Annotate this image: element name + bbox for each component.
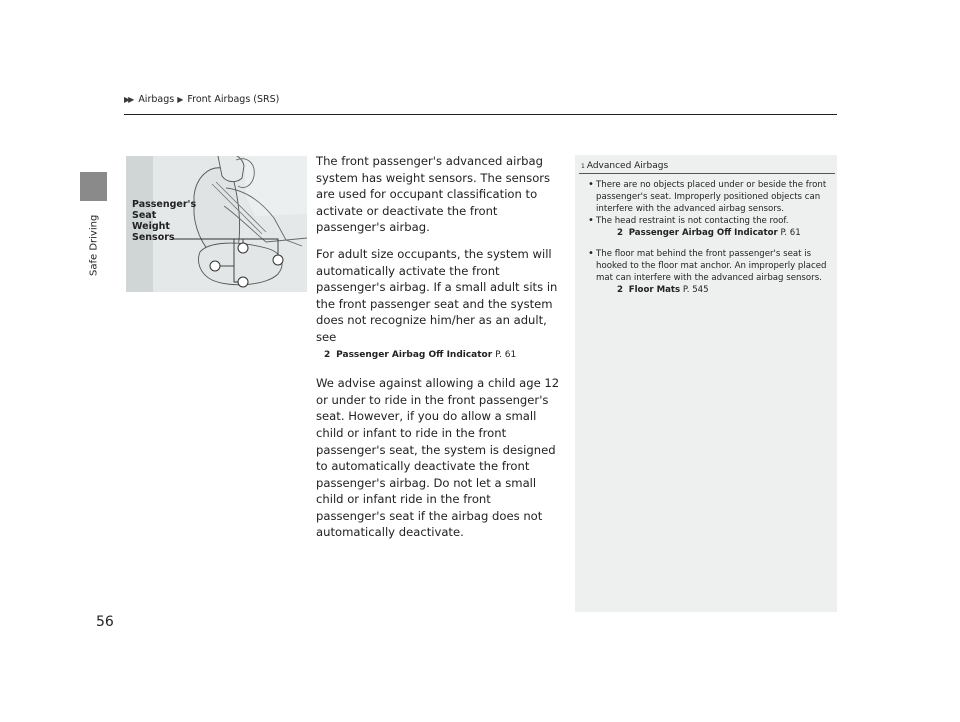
reference-title: Passenger Airbag Off Indicator (336, 349, 493, 360)
bullet-text: The floor mat behind the front passenger's seat is hooked to the floor mat anchor. An improperly placed mat can interfere with the advanced airbag sensors. (596, 249, 827, 283)
bullet-icon: • (588, 179, 594, 190)
breadcrumb-arrow-icon: ▶▶ (124, 95, 133, 104)
reference-title: Floor Mats (628, 285, 681, 295)
breadcrumb (124, 94, 279, 105)
paragraph-1: The front passenger's advanced airbag system has weight sensors. The sensors are used for occupant classification to activate or deactivate the front passenger's airbag. (316, 154, 551, 235)
reference-page: P. 61 (780, 228, 801, 238)
bullet-icon: • (588, 248, 594, 259)
note-number: 1 (581, 162, 585, 170)
reference-title: Passenger Airbag Off Indicator (628, 228, 778, 238)
reference-page: P. 61 (495, 349, 517, 360)
figure-label-line: Passenger's (132, 199, 197, 210)
sidebar-title: Advanced Airbags (586, 161, 669, 171)
section-label: Safe Driving (88, 214, 100, 276)
bullet-item (589, 215, 827, 227)
cross-reference-link[interactable] (324, 347, 560, 364)
breadcrumb-level1[interactable]: Airbags (138, 94, 175, 105)
sidebar-heading (575, 155, 837, 173)
paragraph-2: For adult size occupants, the system will automatically activate the front passenger's airbag. If a small adult sits in the front passenger seat and the system does not recognize him/her as an adult, see (316, 246, 558, 344)
bullet-item (589, 248, 827, 284)
reference-arrow-icon: 2 (617, 285, 623, 295)
bullet-icon: • (588, 215, 594, 226)
page-number: 56 (96, 614, 114, 630)
sidebar-cross-reference[interactable] (589, 227, 827, 239)
main-body-text (316, 153, 560, 551)
breadcrumb-level2[interactable]: Front Airbags (SRS) (187, 94, 280, 105)
bullet-text: There are no objects placed under or beside the front passenger's seat. Improperly positioned objects can interfere with the advanced airbag sensors. (596, 180, 827, 214)
sidebar-body (575, 174, 837, 296)
figure-label-line: Weight (132, 221, 170, 232)
sidebar-cross-reference[interactable] (589, 284, 827, 296)
figure-label-line: Seat (132, 210, 157, 221)
section-tab-marker (80, 172, 107, 201)
figure-callout-label (132, 199, 196, 243)
reference-page: P. 545 (682, 285, 709, 295)
header-rule (124, 114, 837, 115)
seat-sensor-figure (126, 156, 307, 292)
sidebar-note (575, 155, 837, 612)
figure-label-line: Sensors (132, 232, 175, 243)
reference-arrow-icon: 2 (617, 228, 623, 238)
reference-arrow-icon: 2 (324, 349, 331, 360)
bullet-text: The head restraint is not contacting the roof. (596, 216, 789, 226)
breadcrumb-arrow-icon: ▶ (177, 95, 182, 104)
bullet-item (589, 179, 827, 215)
paragraph-3: We advise against allowing a child age 12 or under to ride in the front passenger's seat. However, if you do allow a small child or infant to ride in the front passenger's seat, the system is designed to automatically deactivate the front passenger's airbag. Do not let a small child or infant ride in the front passenger's seat if the airbag does not automatically deactivate. (316, 376, 560, 540)
